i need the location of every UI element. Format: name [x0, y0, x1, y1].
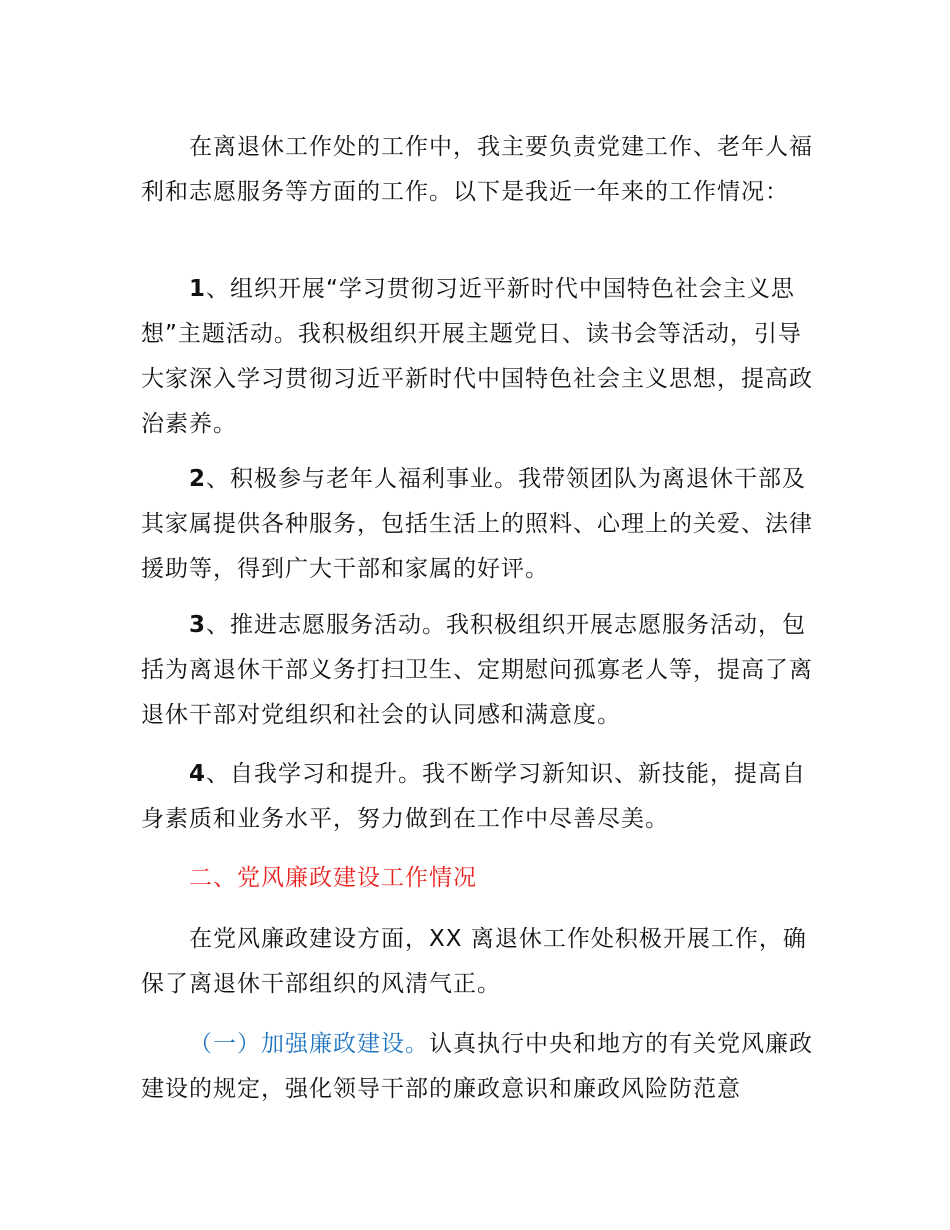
section-intro-paragraph — [141, 917, 821, 1007]
item-4-text: 、自我学习和提升。我不断学习新知识、新技能，提高自身素质和业务水平，努力做到在工作中尽善尽美。 — [141, 761, 807, 832]
intro-text: 在离退休工作处的工作中，我主要负责党建工作、老年人福利和志愿服务等方面的工作。以下是我近一年来的工作情况： — [141, 134, 813, 205]
item-1-paragraph — [141, 267, 821, 447]
item-3-paragraph — [141, 603, 821, 738]
item-2-text: 、积极参与老年人福利事业。我带领团队为离退休干部及其家属提供各种服务，包括生活上的照料、心理上的关爱、法律援助等，得到广大干部和家属的好评。 — [141, 466, 813, 582]
item-4-number: 4 — [189, 761, 207, 787]
section-heading: 二、党风廉政建设工作情况 — [189, 865, 477, 891]
item-4-paragraph — [141, 752, 821, 842]
item-3-number: 3 — [189, 612, 207, 638]
subsection-paragraph — [141, 1022, 821, 1112]
item-2-paragraph — [141, 457, 821, 592]
subsection-text: 认真执行中央和地方的有关党风廉政建设的规定，强化领导干部的廉政意识和廉政风险防范意 — [141, 1031, 813, 1102]
item-1-text: 、组织开展“学习贯彻习近平新时代中国特色社会主义思想”主题活动。我积极组织开展主题党日、读书会等活动，引导大家深入学习贯彻习近平新时代中国特色社会主义思想，提高政治素养。 — [141, 276, 813, 437]
item-1-number: 1 — [189, 276, 207, 302]
item-2-number: 2 — [189, 466, 207, 492]
section-intro-text: 在党风廉政建设方面，XX 离退休工作处积极开展工作，确保了离退休干部组织的风清气正。 — [141, 926, 807, 997]
subsection-heading: （一）加强廉政建设。 — [189, 1031, 429, 1057]
item-3-text: 、推进志愿服务活动。我积极组织开展志愿服务活动，包括为离退休干部义务打扫卫生、定期慰问孤寡老人等，提高了离退休干部对党组织和社会的认同感和满意度。 — [141, 612, 813, 728]
intro-paragraph — [141, 125, 821, 215]
